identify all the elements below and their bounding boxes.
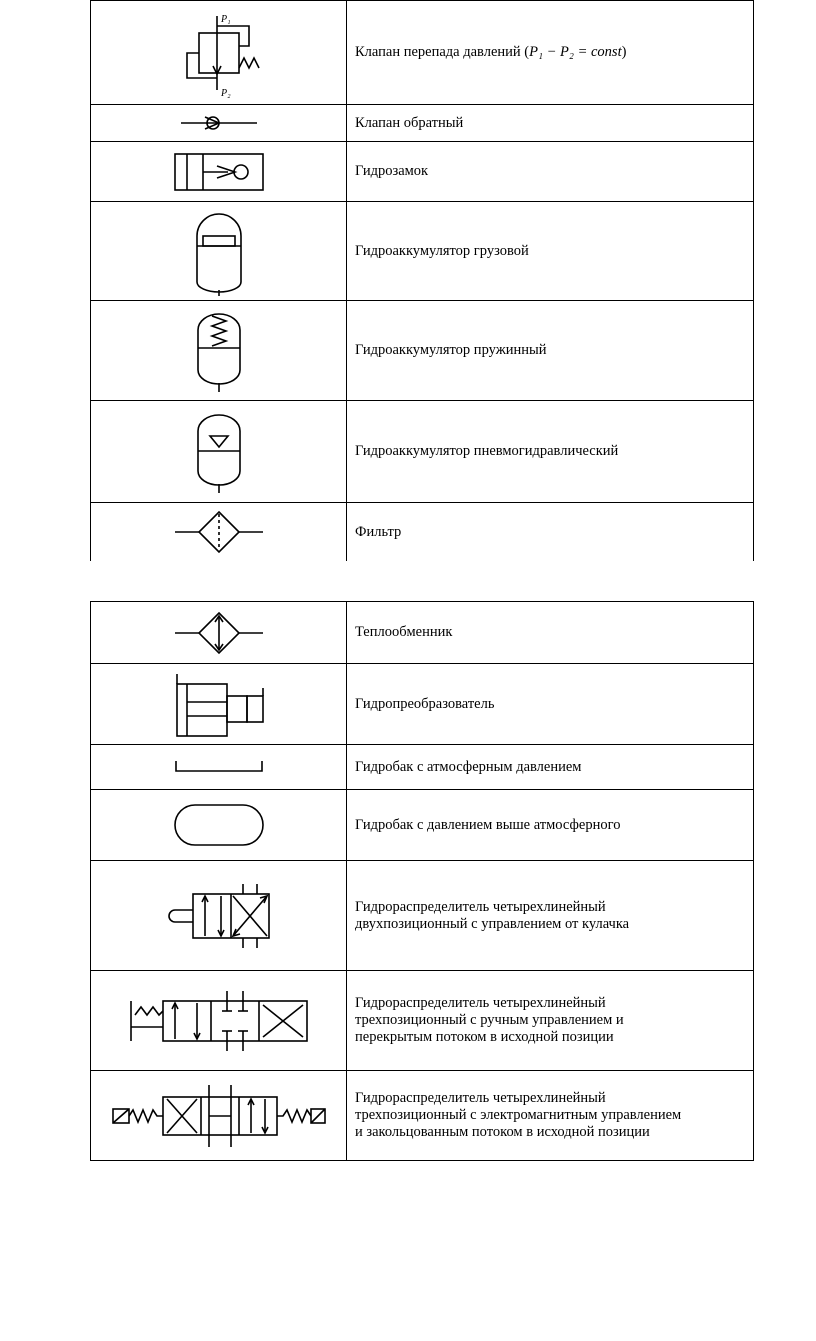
table-row xyxy=(91,664,753,745)
open-tank-icon xyxy=(173,759,265,775)
table-row xyxy=(91,105,753,142)
solenoid-directional-valve-icon xyxy=(111,1079,327,1153)
row-label: Гидрораспределитель четырехлинейный трехпозиционный с электромагнитным управлением и закольцованным потоком в исходной позиции xyxy=(355,1090,682,1140)
row-label: Гидробак с атмосферным давлением xyxy=(355,758,582,775)
table-row xyxy=(91,202,753,301)
manual-directional-valve-icon xyxy=(127,987,311,1055)
table-row xyxy=(91,503,753,561)
check-valve-icon xyxy=(179,115,259,131)
table-row xyxy=(91,790,753,861)
row-label: Клапан перепада давлений ( P₁ − P₂ = const ) xyxy=(355,44,627,60)
row-label: Гидрораспределитель четырехлинейный трехпозиционный с ручным управлением и перекрытым потоком в исходной позиции xyxy=(355,995,624,1045)
spring-accumulator-icon xyxy=(194,308,244,394)
table-row xyxy=(91,142,753,202)
p2-label: P₂ xyxy=(220,87,231,99)
row-label: Гидроаккумулятор пружинный xyxy=(355,342,547,358)
table-row xyxy=(91,602,753,664)
row-label: Клапан обратный xyxy=(355,114,464,131)
table-row xyxy=(91,971,753,1071)
p1-label: P₁ xyxy=(220,13,231,25)
table-row xyxy=(91,301,753,401)
pneumohydraulic-accumulator-icon xyxy=(194,409,244,495)
table-row xyxy=(91,1071,753,1161)
row-label: Гидрораспределитель четырехлинейный двухпозиционный с управлением от кулачка xyxy=(355,898,630,932)
table-row xyxy=(91,861,753,971)
row-label: Гидрозамок xyxy=(355,163,429,179)
row-label: Гидробак с давлением выше атмосферного xyxy=(355,816,621,833)
row-label: Гидропреобразователь xyxy=(355,695,495,712)
heat-exchanger-icon xyxy=(173,611,265,655)
symbols-table-2 xyxy=(90,601,754,1161)
row-label: Гидроаккумулятор пневмогидравлический xyxy=(355,443,619,459)
table-row xyxy=(91,401,753,503)
row-label: Теплообменник xyxy=(355,624,453,640)
hydraulic-lock-icon xyxy=(173,152,265,192)
weight-accumulator-icon xyxy=(193,206,245,296)
filter-icon xyxy=(173,510,265,554)
table-row xyxy=(91,745,753,790)
row-label: Гидроаккумулятор грузовой xyxy=(355,242,529,259)
row-label: Фильтр xyxy=(355,523,402,540)
table-row xyxy=(91,1,753,105)
pressurized-tank-icon xyxy=(173,803,265,847)
pressure-differential-valve-icon xyxy=(169,8,269,98)
cam-directional-valve-icon xyxy=(163,882,275,950)
pressure-converter-icon xyxy=(171,670,267,738)
symbols-table-1 xyxy=(90,0,754,561)
